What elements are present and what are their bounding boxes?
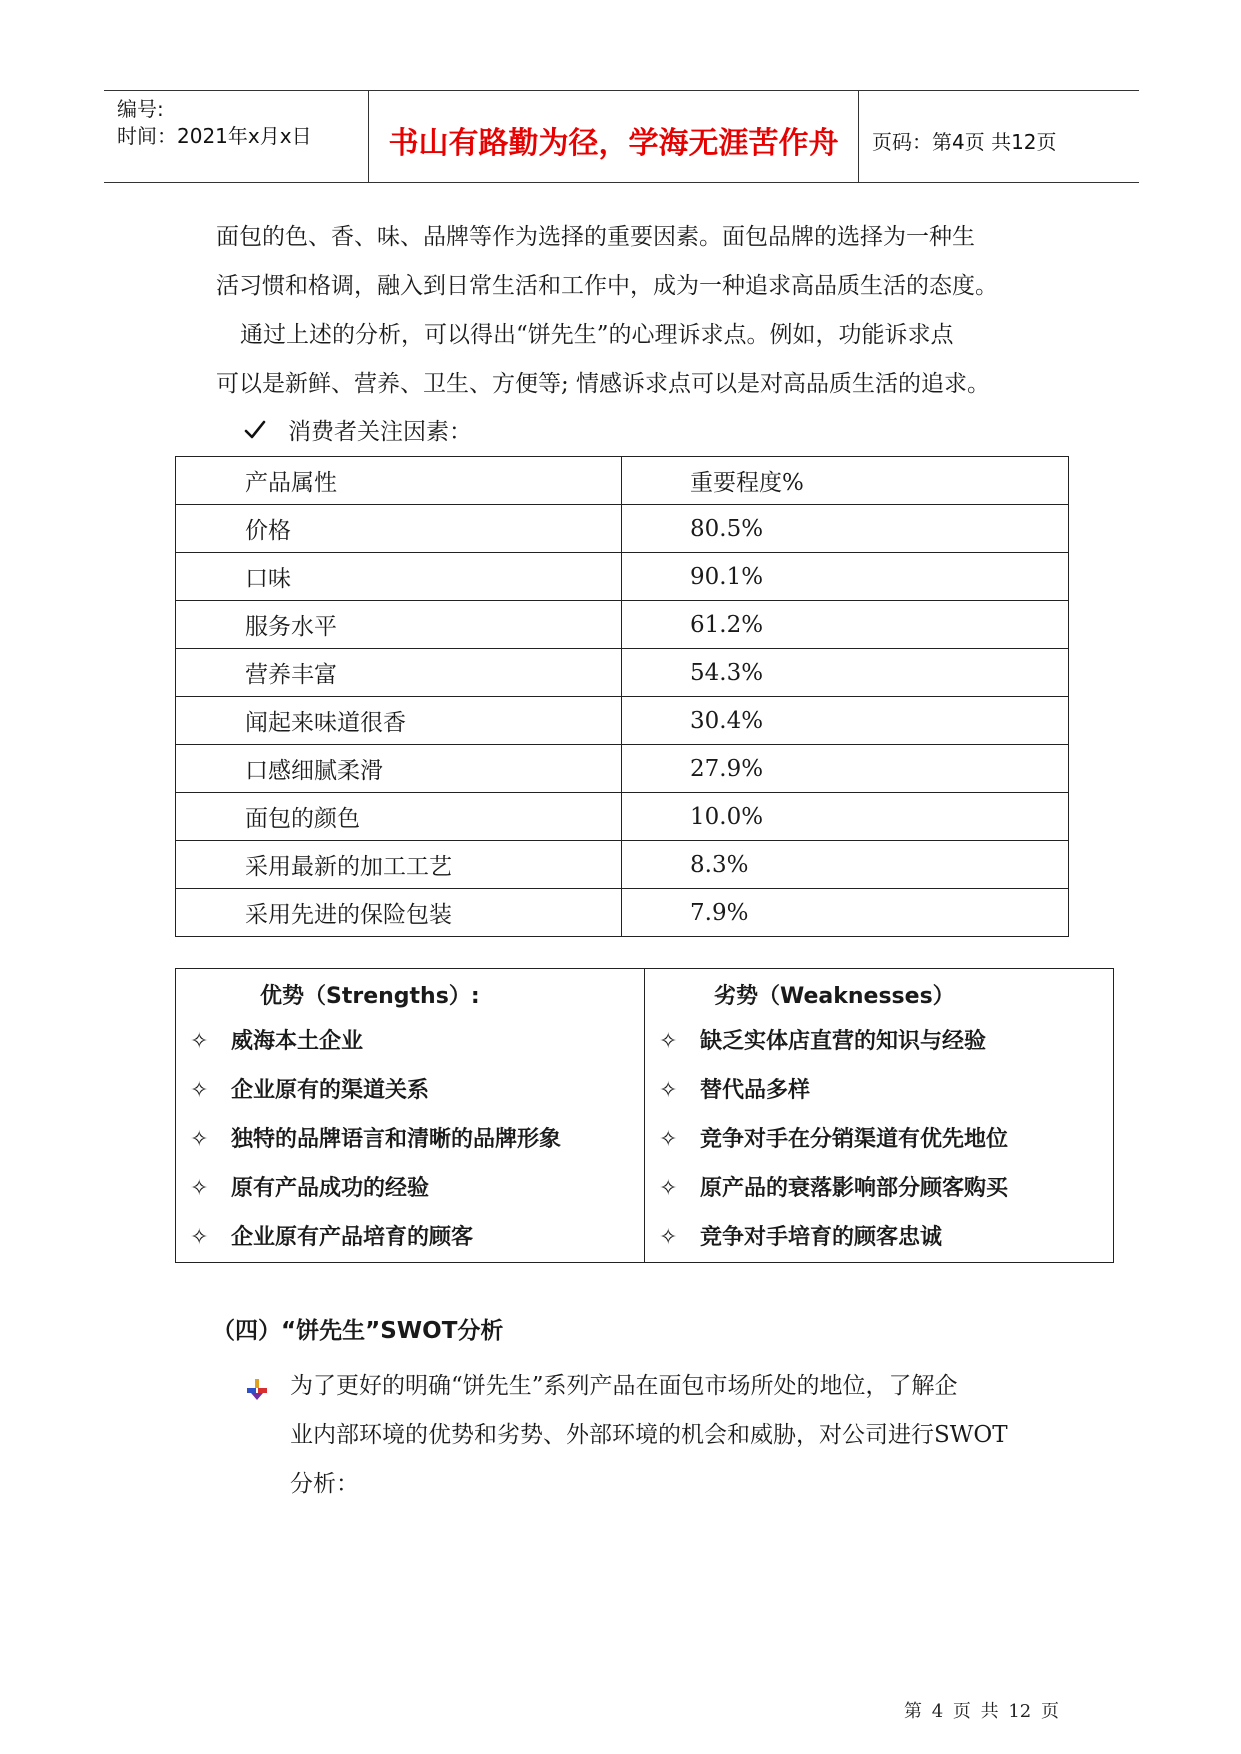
four-point-star-icon: ✧: [659, 1225, 678, 1250]
strength-text: 威海本土企业: [231, 1029, 364, 1054]
paragraph-line: 面包的色、香、味、品牌等作为选择的重要因素。面包品牌的选择为一种生: [216, 224, 975, 250]
importance-cell: 61.2%: [622, 601, 1069, 649]
weakness-text: 竞争对手培育的顾客忠诚: [700, 1225, 943, 1250]
attribute-cell: 采用最新的加工工艺: [176, 841, 622, 889]
table-row: [176, 601, 1069, 649]
attribute-cell: 口感细腻柔滑: [176, 745, 622, 793]
header-page-code: 页码：第4页 共12页: [872, 130, 1057, 154]
paragraph-line: 为了更好的明确“饼先生”系列产品在面包市场所处的地位，了解企: [290, 1373, 958, 1399]
list-item: [645, 1115, 1113, 1164]
colored-arrow-bullet-icon: [247, 1379, 267, 1405]
table-row: [176, 505, 1069, 553]
importance-cell: 90.1%: [622, 553, 1069, 601]
table-row: [176, 841, 1069, 889]
importance-cell: 27.9%: [622, 745, 1069, 793]
strength-text: 原有产品成功的经验: [231, 1176, 430, 1201]
four-point-star-icon: ✧: [190, 1127, 209, 1152]
four-point-star-icon: ✧: [190, 1029, 209, 1054]
four-point-star-icon: ✧: [659, 1029, 678, 1054]
attribute-cell: 营养丰富: [176, 649, 622, 697]
attribute-cell: 采用先进的保险包装: [176, 889, 622, 937]
attribute-cell: 闻起来味道很香: [176, 697, 622, 745]
four-point-star-icon: ✧: [190, 1225, 209, 1250]
weakness-text: 竞争对手在分销渠道有优先地位: [700, 1127, 1009, 1152]
four-point-star-icon: ✧: [659, 1127, 678, 1152]
column-header-importance: 重要程度%: [622, 457, 1069, 505]
swot-strengths-weaknesses-table: [175, 968, 1114, 1263]
table-row: [176, 553, 1069, 601]
table-row: [176, 889, 1069, 937]
importance-cell: 7.9%: [622, 889, 1069, 937]
importance-cell: 80.5%: [622, 505, 1069, 553]
attribute-cell: 口味: [176, 553, 622, 601]
paragraph-line: 活习惯和格调，融入到日常生活和工作中，成为一种追求高品质生活的态度。: [216, 273, 998, 299]
table-row: [176, 697, 1069, 745]
paragraph-line: 通过上述的分析，可以得出“饼先生”的心理诉求点。例如，功能诉求点: [240, 322, 954, 348]
weakness-text: 缺乏实体店直营的知识与经验: [700, 1029, 987, 1054]
importance-cell: 54.3%: [622, 649, 1069, 697]
list-item: [645, 1164, 1113, 1213]
weaknesses-title: 劣势（Weaknesses）: [714, 984, 955, 1009]
paragraph-line: 业内部环境的优势和劣势、外部环境的机会和威胁，对公司进行SWOT: [290, 1422, 1008, 1448]
table-header-row: [176, 457, 1069, 505]
list-item: [176, 1115, 644, 1164]
list-item: [176, 1213, 644, 1262]
weakness-text: 原产品的衰落影响部分顾客购买: [700, 1176, 1009, 1201]
table-row: [176, 649, 1069, 697]
list-item: [645, 1017, 1113, 1066]
header-time-label: 时间：2021年x月x日: [117, 124, 312, 148]
check-item-label: 消费者关注因素：: [288, 419, 472, 445]
four-point-star-icon: ✧: [659, 1078, 678, 1103]
list-item: [645, 1066, 1113, 1115]
header-top-rule: [104, 90, 1139, 91]
list-item: [645, 1213, 1113, 1262]
header-bottom-rule: [104, 182, 1139, 183]
strength-text: 企业原有产品培育的顾客: [231, 1225, 474, 1250]
header-divider-right: [858, 90, 859, 183]
header-number-label: 编号:: [117, 97, 164, 121]
strength-text: 独特的品牌语言和清晰的品牌形象: [231, 1127, 562, 1152]
strengths-column: [176, 969, 645, 1263]
weakness-text: 替代品多样: [700, 1078, 811, 1103]
strengths-title: 优势（Strengths）:: [260, 984, 480, 1009]
importance-cell: 30.4%: [622, 697, 1069, 745]
four-point-star-icon: ✧: [190, 1176, 209, 1201]
table-row: [176, 793, 1069, 841]
section-heading: （四）“饼先生”SWOT分析: [212, 1318, 504, 1344]
list-item: [176, 1017, 644, 1066]
paragraph-line: 分析：: [290, 1471, 359, 1497]
weaknesses-column: [645, 969, 1114, 1263]
attribute-cell: 面包的颜色: [176, 793, 622, 841]
strength-text: 企业原有的渠道关系: [231, 1078, 430, 1103]
attribute-cell: 服务水平: [176, 601, 622, 649]
four-point-star-icon: ✧: [659, 1176, 678, 1201]
table-row: [176, 745, 1069, 793]
page-footer: 第 4 页 共 12 页: [904, 1701, 1059, 1722]
list-item: [176, 1164, 644, 1213]
importance-cell: 10.0%: [622, 793, 1069, 841]
importance-cell: 8.3%: [622, 841, 1069, 889]
four-point-star-icon: ✧: [190, 1078, 209, 1103]
consumer-factors-table: [175, 456, 1069, 937]
list-item: [176, 1066, 644, 1115]
paragraph-line: 可以是新鲜、营养、卫生、方便等; 情感诉求点可以是对高品质生活的追求。: [216, 371, 991, 397]
column-header-attribute: 产品属性: [176, 457, 622, 505]
header-motto: 书山有路勤为径，学海无涯苦作舟: [388, 126, 839, 161]
check-icon: [244, 419, 266, 445]
attribute-cell: 价格: [176, 505, 622, 553]
